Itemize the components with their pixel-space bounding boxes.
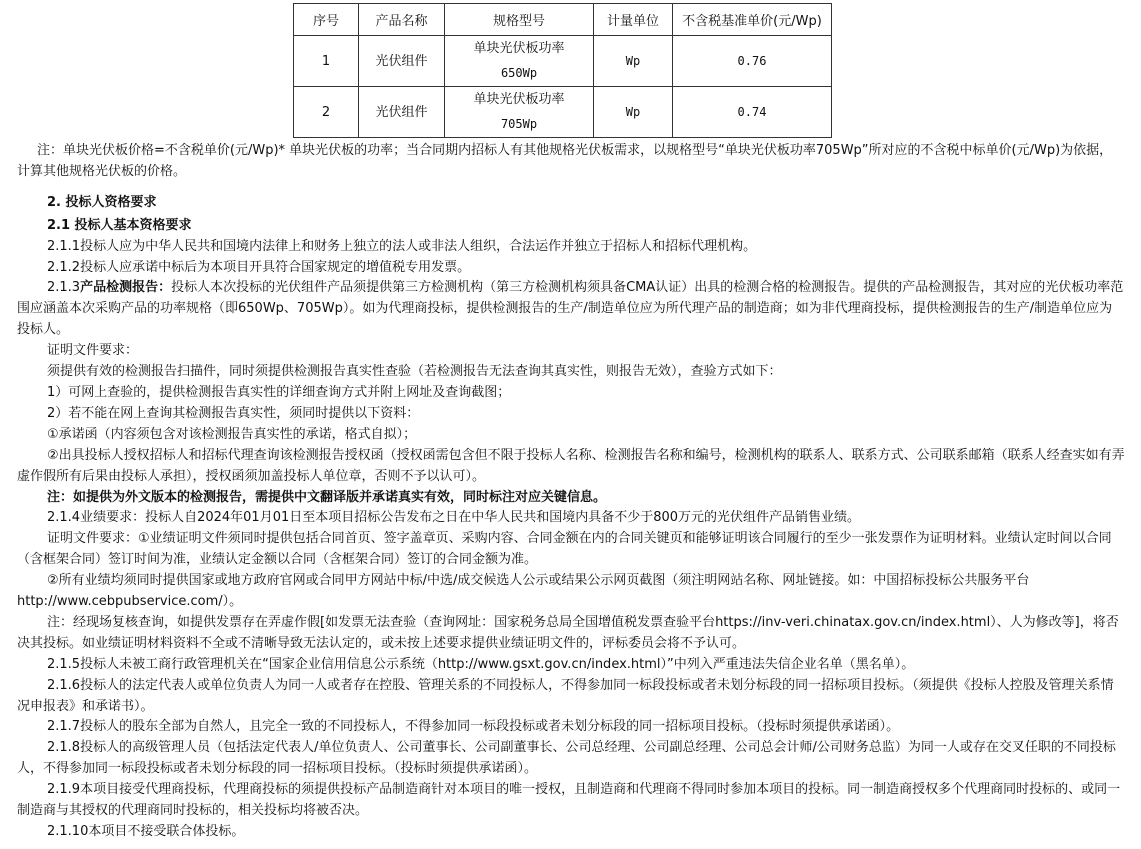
header-product: 产品名称 — [359, 4, 445, 36]
clause-2-1-7: 2.1.7投标人的股东全部为自然人，且完全一致的不同投标人，不得参加同一标段投标或者未划分标段的同一招标项目投标。（投标时须提供承诺函）。 — [47, 719, 900, 735]
proof-note: 注：如提供为外文版本的检测报告，需提供中文翻译版并承诺真实有效，同时标注对应关键信息。 — [47, 489, 607, 505]
clause-2-1-10: 2.1.10本项目不接受联合体投标。 — [47, 824, 245, 839]
section-heading-2: 2. 投标人资格要求 — [47, 194, 157, 210]
cell-no: 2 — [294, 87, 359, 138]
table-row — [294, 36, 832, 87]
document-body — [17, 141, 1125, 843]
section-heading-2-1: 2.1 投标人基本资格要求 — [47, 217, 192, 233]
clause-text: 投标人本次投标的光伏组件产品须提供第三方检测机构（第三方检测机构须具备CMA认证）出具的检测合格的检测报告。提供的产品检测报告，其对应的光伏板功率范围应涵盖本次采购产品的功率规格（即650Wp、705Wp）。如为代理商投标，提供检测报告的生产/制造单位应为所代理产品的制造商；如为非代理商投标，提供检测报告的生产/制造单位应为投标人。 — [17, 280, 1124, 338]
cell-product: 光伏组件 — [359, 87, 445, 138]
table-header-row — [294, 4, 832, 36]
header-price: 不含税基准单价(元/Wp) — [673, 4, 832, 36]
clause-2-1-6: 2.1.6投标人的法定代表人或单位负责人为同一人或者存在控股、管理关系的不同投标人，不得参加同一标段投标或者未划分标段的同一招标项目投标。（须提供《投标人控股及管理关系情况申报表》和承诺书）。 — [17, 677, 1114, 714]
clause-2-1-9: 2.1.9本项目接受代理商投标，代理商投标的须提供投标产品制造商针对本项目的唯一授权，且制造商和代理商不得同时参加本项目的投标。同一制造商授权多个代理商同时投标的、或同一制造商与其授权的代理商同时投标的，相关投标均将被否决。 — [17, 782, 1121, 819]
clause-number: 2.1.3 — [47, 280, 81, 296]
proof-item-2b: ②出具投标人授权招标人和招标代理查询该检测报告授权函（授权函需包含但不限于投标人名称、检测报告名称和编号，检测机构的联系人、联系方式、公司联系邮箱（联系人经查实如有弄虚作假所有后果由投标人承担），授权函须加盖投标人单位章，否则不予以认可）。 — [17, 447, 1125, 484]
cell-price: 0.74 — [673, 87, 832, 138]
cell-unit: Wp — [594, 87, 673, 138]
clause-2-1-1: 2.1.1投标人应为中华人民共和国境内法律上和财务上独立的法人或非法人组织，合法运作并独立于招标人和招标代理机构。 — [47, 238, 757, 254]
cell-price: 0.76 — [673, 36, 832, 87]
spec-label: 单块光伏板功率 — [473, 92, 565, 107]
cell-no: 1 — [294, 36, 359, 87]
clause-2-1-2: 2.1.2投标人应承诺中标后为本项目开具符合国家规定的增值税专用发票。 — [47, 259, 471, 275]
cell-spec — [445, 36, 594, 87]
clause-title: 产品检测报告： — [80, 280, 172, 296]
cell-unit: Wp — [594, 36, 673, 87]
table-row — [294, 87, 832, 138]
header-unit: 计量单位 — [594, 4, 673, 36]
proof-item-2a: ①承诺函（内容须包含对该检测报告真实性的承诺，格式自拟）； — [47, 426, 417, 442]
proof-title: 证明文件要求： — [47, 343, 139, 359]
header-no: 序号 — [294, 4, 359, 36]
clause-2-1-4: 2.1.4业绩要求：投标人自2024年01月01日至本项目招标公告发布之日在中华人民共和国境内具备不少于800万元的光伏组件产品销售业绩。 — [47, 510, 861, 526]
spec-value: 650Wp — [500, 66, 538, 80]
clause-2-1-4-note: 注：经现场复核查询，如提供发票存在弄虚作假[如发票无法查验（查询网址：国家税务总局全国增值税发票查验平台https://inv-veri.chinatax.gov.cn/index.html）、人为修改等]，将否决其投标。如业绩证明材料资料不全或不清晰导致无法认定的，或未按上述要求提供业绩证明文件的，评标委员会将不予认可。 — [17, 614, 1119, 651]
clause-2-1-8: 2.1.8投标人的高级管理人员（包括法定代表人/单位负责人、公司董事长、公司副董事长、公司总经理、公司副总经理、公司总会计师/公司财务总监）为同一人或存在交叉任职的不同投标人，不得参加同一标段投标或者未划分标段的同一招标项目投标。（投标时须提供承诺函）。 — [17, 740, 1116, 777]
clause-2-1-3 — [17, 278, 1125, 341]
cell-spec — [445, 87, 594, 138]
table-note: 注：单块光伏板价格=不含税单价(元/Wp)* 单块光伏板的功率；当合同期内招标人有其他规格光伏板需求，以规格型号“单块光伏板功率705Wp”所对应的不含税中标单价(元/Wp)为依据，计算其他规格光伏板的价格。 — [17, 143, 1113, 179]
clause-2-1-5: 2.1.5投标人未被工商行政管理机关在“国家企业信用信息公示系统（http://www.gsxt.gov.cn/index.html）”中列入严重违法失信企业名单（黑名单）。 — [47, 656, 915, 672]
cell-product: 光伏组件 — [359, 36, 445, 87]
proof-item-1: 1）可网上查验的，提供检测报告真实性的详细查询方式并附上网址及查询截图； — [47, 384, 511, 400]
clause-2-1-4-proof: 证明文件要求：①业绩证明文件须同时提供包括合同首页、签字盖章页、采购内容、合同金额在内的合同关键页和能够证明该合同履行的至少一张发票作为证明材料。业绩认定时间以合同（含框架合同）签订时间为准，业绩认定金额以合同（含框架合同）签订的合同金额为准。 — [17, 531, 1112, 568]
clause-2-1-4-item-2: ②所有业绩均须同时提供国家或地方政府官网或合同甲方网站中标/中选/成交候选人公示或结果公示网页截图（须注明网站名称、网址链接。如：中国招标投标公共服务平台http://www.cebpubservice.com/）。 — [17, 573, 1030, 610]
spec-value: 705Wp — [500, 117, 538, 131]
proof-item-2: 2）若不能在网上查询其检测报告真实性，须同时提供以下资料： — [47, 405, 420, 421]
spec-label: 单块光伏板功率 — [473, 41, 565, 56]
header-spec: 规格型号 — [445, 4, 594, 36]
price-table — [293, 3, 832, 138]
proof-text: 须提供有效的检测报告扫描件，同时须提供检测报告真实性查验（若检测报告无法查询其真实性，则报告无效），查验方式如下： — [47, 364, 782, 380]
